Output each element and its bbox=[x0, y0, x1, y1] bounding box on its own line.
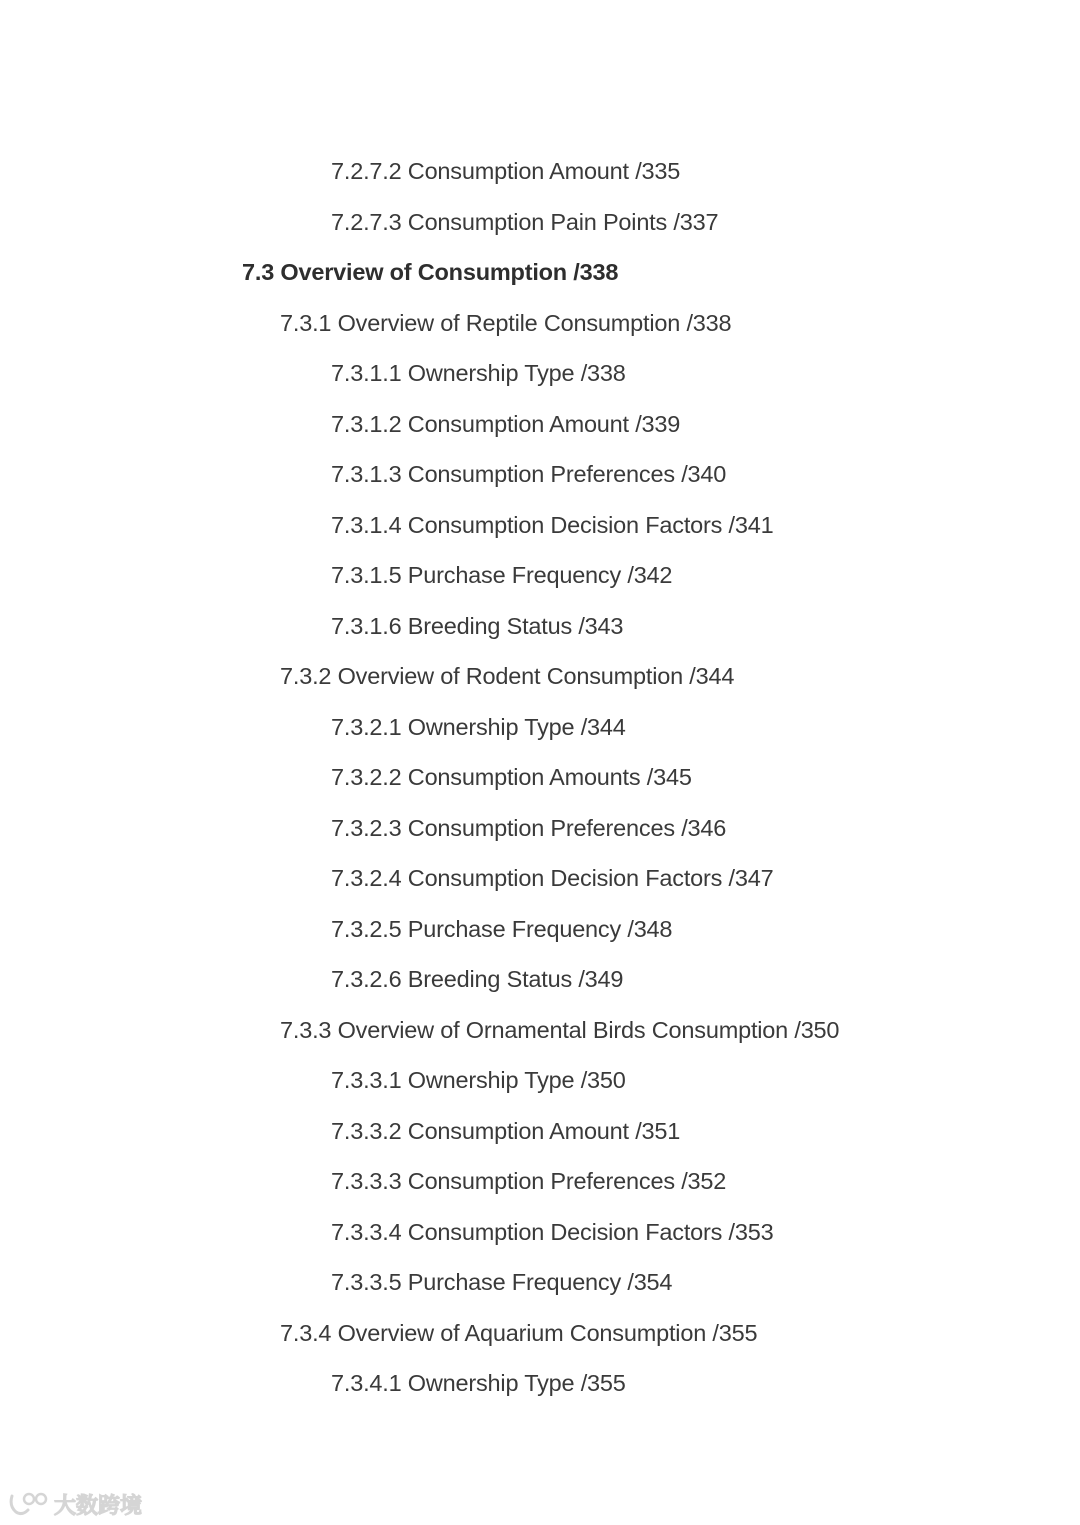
toc-entry[interactable]: 7.3.1.2 Consumption Amount /339 bbox=[331, 410, 681, 437]
toc-entry[interactable]: 7.3.3.5 Purchase Frequency /354 bbox=[331, 1269, 673, 1295]
toc-subsection[interactable]: 7.3.3 Overview of Ornamental Birds Consumption /350 bbox=[280, 1016, 840, 1043]
toc-entry[interactable]: 7.3.1.6 Breeding Status /343 bbox=[331, 612, 624, 639]
toc-subsection[interactable]: 7.3.2 Overview of Rodent Consumption /344 bbox=[280, 663, 735, 689]
toc-entry[interactable]: 7.3.1.3 Consumption Preferences /340 bbox=[331, 461, 727, 487]
toc-entry[interactable]: 7.3.3.2 Consumption Amount /351 bbox=[331, 1117, 681, 1144]
toc-entry[interactable]: 7.3.3.4 Consumption Decision Factors /353 bbox=[331, 1218, 774, 1245]
toc-entry[interactable]: 7.3.2.6 Breeding Status /349 bbox=[331, 966, 624, 992]
toc-entry[interactable]: 7.3.1.1 Ownership Type /338 bbox=[331, 360, 626, 386]
toc-entry[interactable]: 7.3.3.1 Ownership Type /350 bbox=[331, 1067, 626, 1093]
toc-entry[interactable]: 7.3.4.1 Ownership Type /355 bbox=[331, 1370, 626, 1396]
toc-entry[interactable]: 7.3.3.3 Consumption Preferences /352 bbox=[331, 1168, 727, 1194]
toc-subsection[interactable]: 7.3.4 Overview of Aquarium Consumption /355 bbox=[280, 1319, 758, 1346]
toc-subsection[interactable]: 7.3.1 Overview of Reptile Consumption /338 bbox=[280, 309, 732, 336]
watermark-text: 大数跨境 bbox=[54, 1493, 143, 1519]
toc-entry[interactable]: 7.3.2.5 Purchase Frequency /348 bbox=[331, 915, 673, 942]
toc-entry[interactable]: 7.3.2.4 Consumption Decision Factors /347 bbox=[331, 865, 774, 891]
watermark bbox=[8, 1488, 142, 1520]
toc-entry[interactable]: 7.2.7.3 Consumption Pain Points /337 bbox=[331, 208, 719, 235]
table-of-contents bbox=[0, 148, 1080, 1411]
toc-entry[interactable]: 7.3.1.4 Consumption Decision Factors /341 bbox=[331, 511, 774, 538]
toc-entry[interactable]: 7.2.7.2 Consumption Amount /335 bbox=[331, 158, 681, 184]
toc-entry[interactable]: 7.3.2.1 Ownership Type /344 bbox=[331, 713, 626, 740]
toc-entry[interactable]: 7.3.1.5 Purchase Frequency /342 bbox=[331, 562, 673, 588]
toc-entry[interactable]: 7.3.2.2 Consumption Amounts /345 bbox=[331, 764, 692, 790]
toc-section-heading[interactable]: 7.3 Overview of Consumption /338 bbox=[242, 259, 619, 285]
brand-logo-icon bbox=[8, 1490, 50, 1518]
toc-entry[interactable]: 7.3.2.3 Consumption Preferences /346 bbox=[331, 814, 727, 841]
